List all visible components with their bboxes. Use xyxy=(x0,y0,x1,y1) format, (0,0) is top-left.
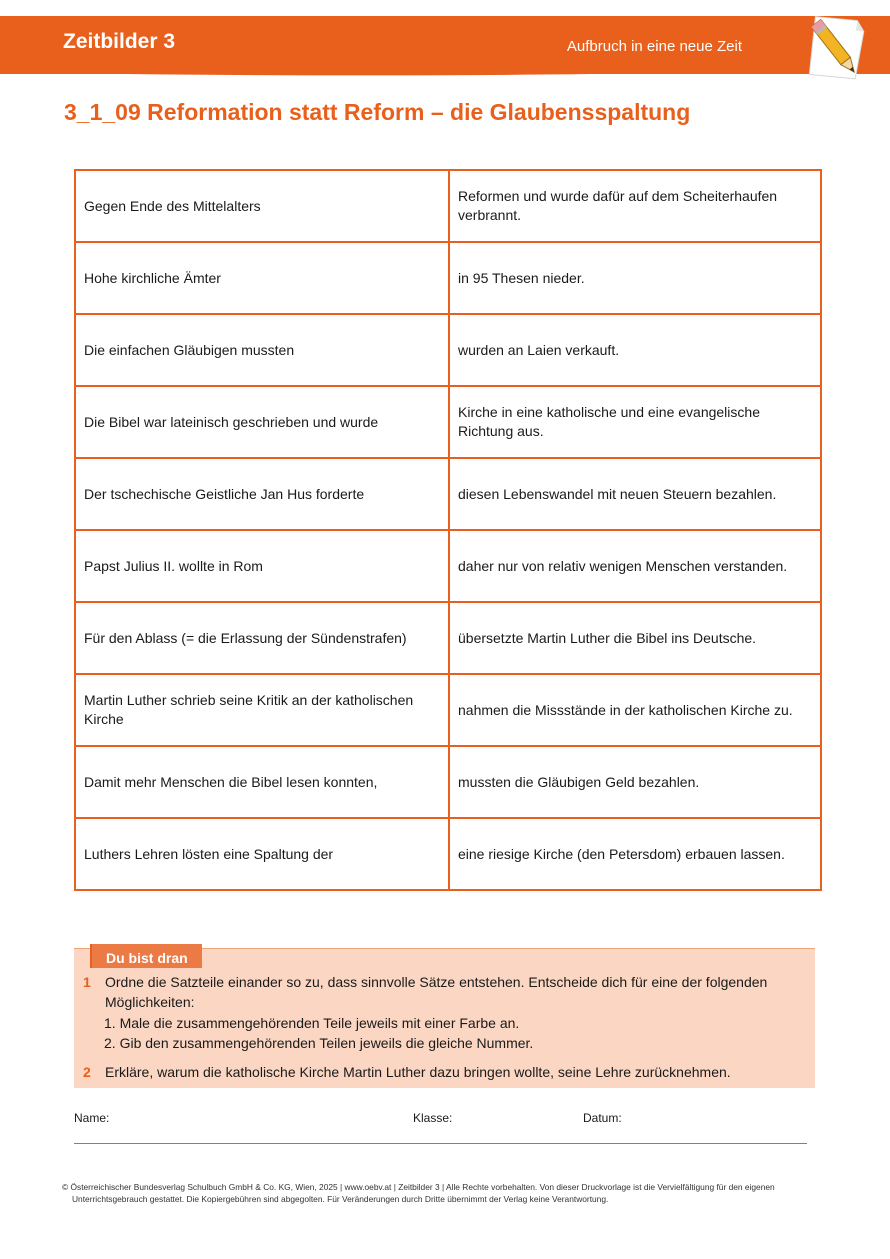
task-text: Möglichkeiten: xyxy=(105,994,195,1010)
table-row xyxy=(75,170,821,242)
task-text: Ordne die Satzteile einander so zu, dass sinnvolle Sätze entstehen. Entscheide dich für eine der folgenden xyxy=(105,974,768,990)
table-cell: Reformen und wurde dafür auf dem Scheiterhaufen verbrannt. xyxy=(449,170,821,242)
table-cell: Kirche in eine katholische und eine evangelische Richtung aus. xyxy=(449,386,821,458)
header-wave-divider xyxy=(0,62,890,86)
table-cell: diesen Lebenswandel mit neuen Steuern bezahlen. xyxy=(449,458,821,530)
table-row xyxy=(75,242,821,314)
table-cell: Für den Ablass (= die Erlassung der Sündenstrafen) xyxy=(75,602,449,674)
table-cell: Papst Julius II. wollte in Rom xyxy=(75,530,449,602)
task-option: 1. Male die zusammengehörenden Teile jeweils mit einer Farbe an. xyxy=(104,1015,520,1031)
sentence-matching-table xyxy=(74,169,822,891)
table-cell: übersetzte Martin Luther die Bibel ins Deutsche. xyxy=(449,602,821,674)
task-option: 2. Gib den zusammengehörenden Teilen jeweils die gleiche Nummer. xyxy=(104,1035,534,1051)
table-cell: Gegen Ende des Mittelalters xyxy=(75,170,449,242)
task-tab xyxy=(90,944,202,968)
table-row xyxy=(75,674,821,746)
class-label: Klasse: xyxy=(413,1111,453,1125)
table-cell: Damit mehr Menschen die Bibel lesen konnten, xyxy=(75,746,449,818)
table-cell: Luthers Lehren lösten eine Spaltung der xyxy=(75,818,449,890)
table-row xyxy=(75,458,821,530)
pencil-paper-icon xyxy=(797,10,877,90)
table-cell: nahmen die Missstände in der katholischen Kirche zu. xyxy=(449,674,821,746)
table-cell: Die Bibel war lateinisch geschrieben und wurde xyxy=(75,386,449,458)
table-cell: in 95 Thesen nieder. xyxy=(449,242,821,314)
table-row xyxy=(75,386,821,458)
task-number: 1 xyxy=(83,974,91,990)
footer-line: © Österreichischer Bundesverlag Schulbuch GmbH & Co. KG, Wien, 2025 | www.oebv.at | Zeitbilder 3 | Alle Rechte vorbehalten. Von dieser Druckvorlage ist die Vervielfältigung für den eigenen xyxy=(62,1182,775,1192)
table-cell: eine riesige Kirche (den Petersdom) erbauen lassen. xyxy=(449,818,821,890)
date-label: Datum: xyxy=(583,1111,622,1125)
copyright-footer xyxy=(62,1181,822,1205)
table-row xyxy=(75,818,821,890)
task-tab-label: Du bist dran xyxy=(106,950,188,966)
table-cell: Hohe kirchliche Ämter xyxy=(75,242,449,314)
table-row xyxy=(75,746,821,818)
table-row xyxy=(75,530,821,602)
chapter-title: Aufbruch in eine neue Zeit xyxy=(566,38,742,55)
table-cell: Der tschechische Geistliche Jan Hus forderte xyxy=(75,458,449,530)
table-cell: Martin Luther schrieb seine Kritik an der katholischen Kirche xyxy=(75,674,449,746)
table-cell: wurden an Laien verkauft. xyxy=(449,314,821,386)
table-row xyxy=(75,314,821,386)
table-cell: mussten die Gläubigen Geld bezahlen. xyxy=(449,746,821,818)
task-text: Erkläre, warum die katholische Kirche Martin Luther dazu bringen wollte, seine Lehre zurücknehmen. xyxy=(105,1064,731,1080)
book-title: Zeitbilder 3 xyxy=(63,30,176,53)
name-label: Name: xyxy=(74,1111,110,1125)
page-title: 3_1_09 Reformation statt Reform – die Glaubensspaltung xyxy=(64,99,691,125)
footer-line: Unterrichtsgebrauch gestattet. Die Kopiergebühren sind abgegolten. Für Veränderungen durch Dritte übernimmt der Verlag keine Verantwortung. xyxy=(72,1194,609,1204)
table-row xyxy=(75,602,821,674)
table-cell: daher nur von relativ wenigen Menschen verstanden. xyxy=(449,530,821,602)
form-underline xyxy=(74,1143,807,1144)
table-cell: Die einfachen Gläubigen mussten xyxy=(75,314,449,386)
task-number: 2 xyxy=(83,1064,91,1080)
